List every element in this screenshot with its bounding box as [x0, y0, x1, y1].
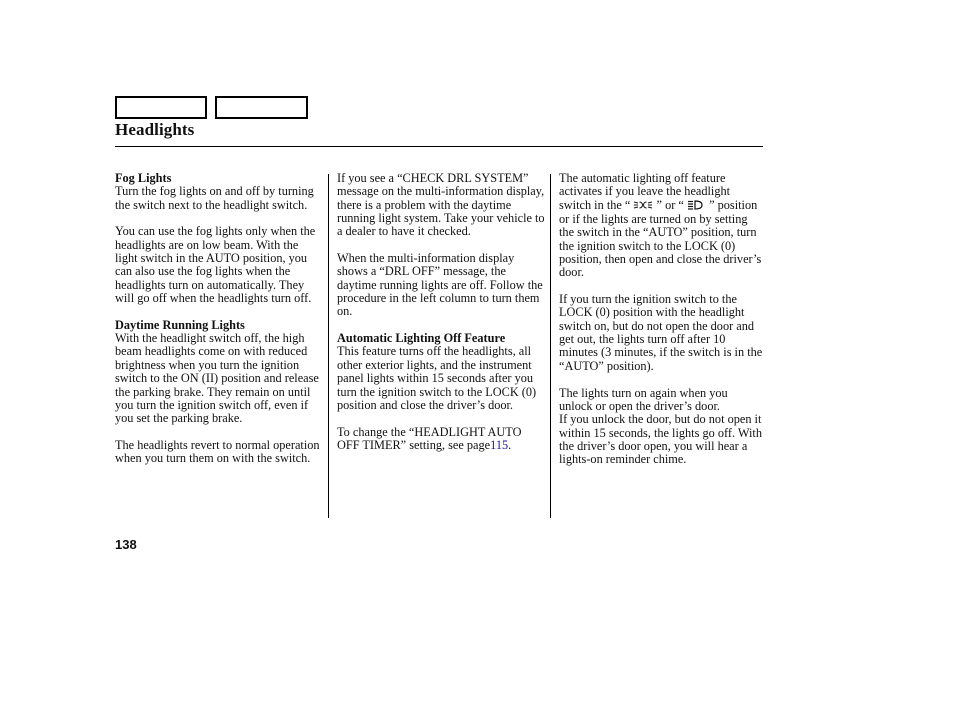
- main-menu-button[interactable]: [115, 96, 207, 119]
- fog-lights-paragraph-2: You can use the fog lights only when the headlights are on low beam. With the light switch in the AUTO position, you can also use the fog lights when the headlights turn on automatically. They will go off when the headlights turn off.: [115, 224, 316, 306]
- activation-text-c: ” position or if the lights are turned on by setting the switch in the “AUTO” position, turn the ignition switch to the LOCK (0) position, then open and close the driver’s door.: [559, 197, 762, 280]
- auto-off-paragraph-1: This feature turns off the headlights, all other exterior lights, and the instrument panel lights within 15 seconds after you turn the ignition switch to the LOCK (0) position and close the driver’s door.: [337, 344, 537, 412]
- column-2: [337, 172, 545, 466]
- drl-paragraph-1: With the headlight switch off, the high beam headlights come on with reduced brightness when you turn the ignition switch to the ON (II) position and release the parking brake. They remain on until you turn the ignition switch off, even if you set the parking brake.: [115, 331, 319, 426]
- column-divider: [328, 174, 329, 518]
- lights-on-again-text-b: If you unlock the door, but do not open it within 15 seconds, the lights go off. With the driver’s door open, you will hear a lights-on reminder chime.: [559, 412, 762, 467]
- parking-lights-icon: [633, 200, 653, 213]
- headlight-icon: [687, 200, 703, 213]
- activation-text-a: The automatic lighting off feature activates if you leave the headlight switch in the “: [559, 171, 731, 212]
- drl-paragraph-2: The headlights revert to normal operation when you turn them on with the switch.: [115, 437, 320, 466]
- timer-end: .: [508, 437, 512, 452]
- lights-on-again-text-a: The lights turn on again when you unlock or open the driver’s door.: [559, 385, 728, 413]
- auto-off-timer-paragraph: [337, 426, 545, 453]
- page-115-link[interactable]: 115: [490, 437, 509, 452]
- activation-text-b: ” or “: [656, 197, 684, 212]
- column-divider: [550, 174, 551, 518]
- auto-off-heading: Automatic Lighting Off Feature: [337, 331, 506, 346]
- index-button[interactable]: [215, 96, 308, 119]
- drl-heading: Daytime Running Lights: [115, 317, 245, 332]
- page-number: 138: [115, 537, 137, 552]
- column-1: [115, 172, 323, 479]
- column-3: [559, 172, 763, 480]
- auto-off-activation-paragraph: [559, 172, 763, 280]
- timer-text: To change the “HEADLIGHT AUTO OFF TIMER” setting, see page: [337, 424, 522, 452]
- ten-minute-paragraph: If you turn the ignition switch to the LOCK (0) position with the headlight switch on, but do not open the door and get out, the lights turn off after 10 minutes (3 minutes, if the switch is in the “AUTO” position).: [559, 292, 763, 373]
- fog-lights-heading: Fog Lights: [115, 171, 172, 185]
- page-title: Headlights: [115, 120, 195, 139]
- drl-check-paragraph: If you see a “CHECK DRL SYSTEM” message on the multi-information display, there is a problem with the daytime running light system. Take your vehicle to a dealer to have it checked.: [337, 171, 545, 239]
- fog-lights-paragraph-1: Turn the fog lights on and off by turning the switch next to the headlight switch.: [115, 184, 314, 212]
- drl-off-paragraph: When the multi-information display shows a “DRL OFF” message, the daytime running lights are off. Follow the procedure in the left column to turn them on.: [337, 251, 543, 319]
- title-rule: [115, 146, 763, 147]
- lights-on-again-paragraph: [559, 387, 763, 467]
